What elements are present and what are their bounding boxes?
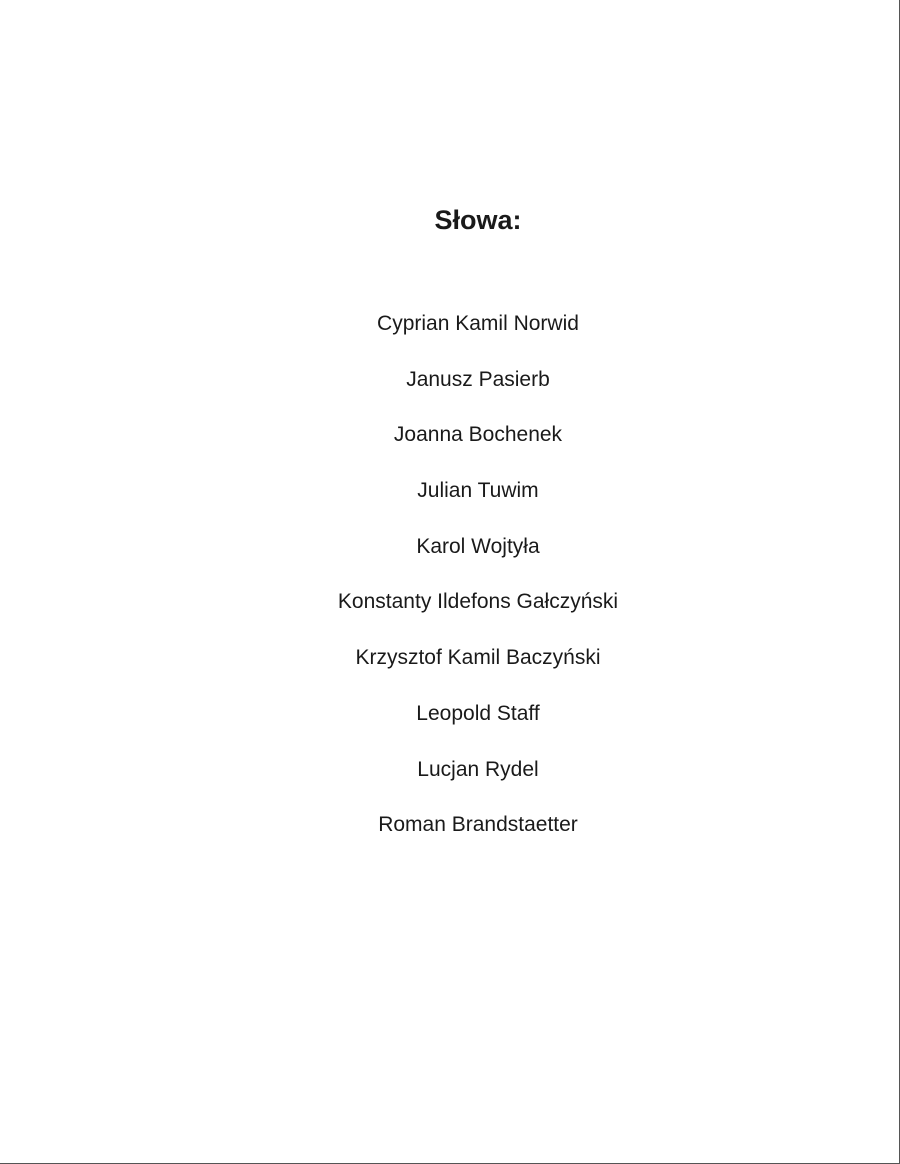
author-list xyxy=(0,304,900,861)
author-item: Leopold Staff xyxy=(416,701,540,725)
author-item: Roman Brandstaetter xyxy=(378,813,578,837)
author-item: Karol Wojtyła xyxy=(416,534,540,558)
author-item: Krzysztof Kamil Baczyński xyxy=(355,646,601,670)
author-item: Janusz Pasierb xyxy=(406,367,550,391)
author-item: Konstanty Ildefons Gałczyński xyxy=(337,590,619,614)
author-item: Julian Tuwim xyxy=(417,479,539,503)
author-item: Joanna Bochenek xyxy=(393,423,563,447)
author-item: Cyprian Kamil Norwid xyxy=(377,312,579,335)
author-item: Lucjan Rydel xyxy=(417,757,539,781)
page-heading: Słowa: xyxy=(434,205,522,235)
